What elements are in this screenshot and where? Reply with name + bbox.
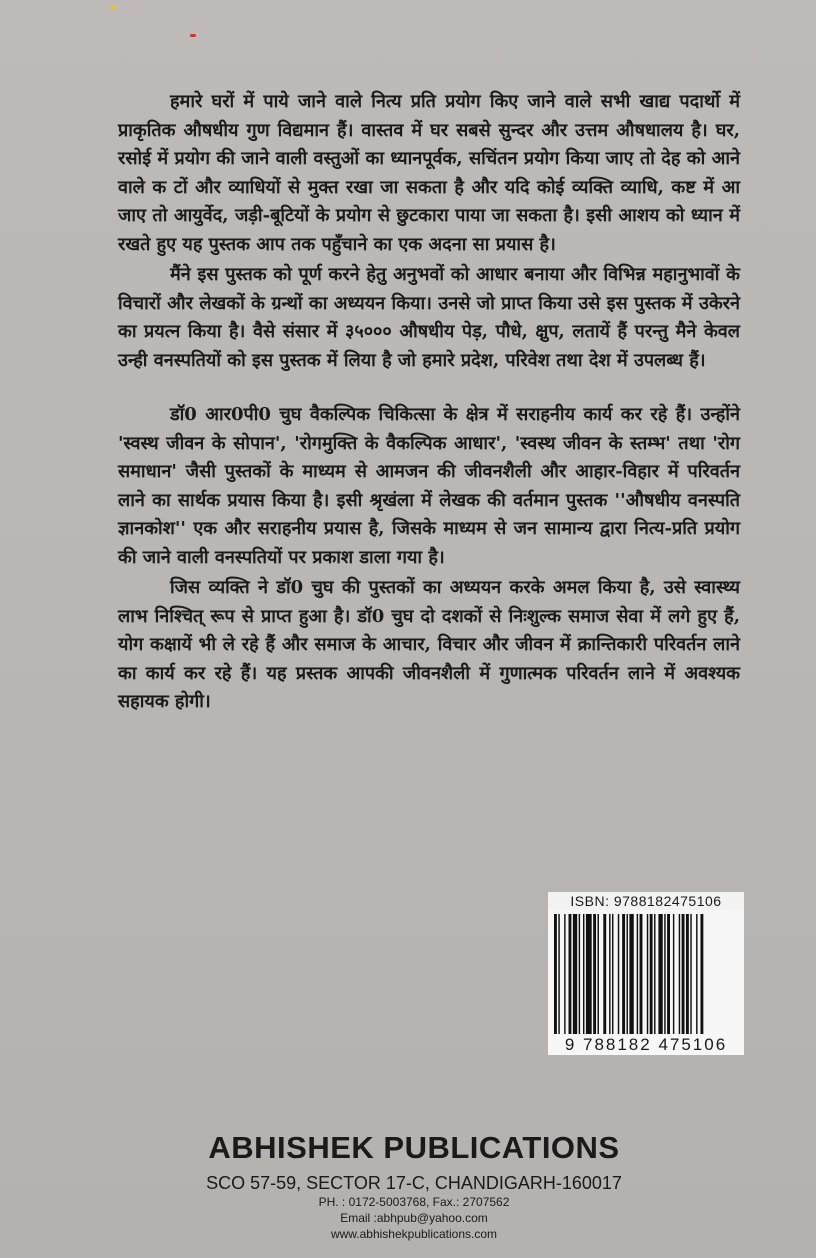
barcode-bar [650, 914, 653, 1034]
barcode-bar [654, 914, 655, 1034]
barcode-bar [673, 914, 674, 1034]
blurb-text [118, 88, 740, 717]
barcode-bar [609, 914, 610, 1034]
barcode-icon [548, 910, 744, 1035]
barcode-digits: 9 788182 475106 [548, 1035, 744, 1055]
barcode-bar [558, 914, 559, 1034]
barcode-bar [690, 914, 691, 1034]
publisher-block [0, 1128, 816, 1242]
barcode-bar [679, 914, 680, 1034]
barcode-bar [700, 914, 703, 1034]
barcode-bar [564, 914, 565, 1034]
barcode-bar [603, 914, 606, 1034]
barcode-bar [573, 914, 577, 1034]
barcode-bar [696, 914, 697, 1034]
barcode-bar [686, 914, 689, 1034]
paragraph-benefits: जिस व्यक्ति ने डॉ0 चुघ की पुस्तकों का अध्ययन करके अमल किया है, उसे स्वास्थ्य लाभ निश्चित् रूप से प्राप्त हुआ है। डॉ0 चुघ दो दशकों से निःशुल्क समाज सेवा में लगे हुए हैं, योग कक्षायें भी ले रहे हैं और समाज के आचार, विचार और जीवन में क्रान्तिकारी परिवर्तन लाने का कार्य कर रहे हैं। यह प्रस्तक आपकी जीवनशैली में गुणात्मक परिवर्तन लाने में अवश्यक सहायक होगी। [118, 577, 740, 712]
barcode-bar [586, 914, 592, 1034]
barcode-bar [612, 914, 613, 1034]
barcode-bar [583, 914, 584, 1034]
publisher-address: SCO 57-59, SECTOR 17-C, CHANDIGARH-160017 [206, 1173, 622, 1193]
publisher-website: www.abhishekpublications.com [330, 1227, 498, 1241]
paragraph-about-author: डॉ0 आर0पी0 चुघ वैकल्पिक चिकित्सा के क्षेत्र में सराहनीय कार्य कर रहे हैं। उन्होंने 'स्वस्थ जीवन के सोपान', 'रोगमुक्ति के वैकल्पिक आधार', 'स्वस्थ जीवन के स्तम्भ' तथा 'रोग समाधान' जैसी पुस्तकों के माध्यम से आमजन की जीवनशैली और आहार-विहार में परिवर्तन लाने का सार्थक प्रयास किया है। इसी श्रृखंला में लेखक की वर्तमान पुस्तक ''औषधीय वनस्पति ज्ञानकोश'' एक और सराहनीय प्रयास है, जिसके माध्यम से जन सामान्य द्वारा नित्य-प्रति प्रयोग की जाने वाली वनस्पतियों पर प्रकाश डाला गया है। [118, 404, 740, 568]
printer-mark [190, 34, 196, 37]
barcode-bar [629, 914, 633, 1034]
barcode-bar [637, 914, 638, 1034]
printer-mark [110, 6, 116, 9]
publisher-phone: PH. : 0172-5003768, Fax.: 2707562 [318, 1195, 510, 1209]
barcode-bar [622, 914, 625, 1034]
barcode-bar [640, 914, 643, 1034]
publisher-email: Email :abhpub@yahoo.com [340, 1211, 488, 1225]
barcode-bar [647, 914, 648, 1034]
isbn-label: ISBN: 9788182475106 [548, 892, 744, 910]
barcode-bar [667, 914, 670, 1034]
barcode-bar [618, 914, 619, 1034]
barcode-bar [554, 914, 557, 1034]
barcode-bar [627, 914, 628, 1034]
barcode-bar [598, 914, 599, 1034]
isbn-barcode [548, 892, 744, 1054]
barcode-bar [569, 914, 572, 1034]
barcode-bars [548, 910, 744, 1035]
paragraph-intro: हमारे घरों में पाये जाने वाले नित्य प्रति प्रयोग किए जाने वाले सभी खाद्य पदार्थो में प्राकृतिक औषधीय गुण विद्यमान हैं। वास्तव में घर सबसे सुन्दर और उत्तम औषधालय है। घर, रसोई में प्रयोग की जाने वाली वस्तुओं का ध्यानपूर्वक, सचिंतन प्रयोग किया जाए तो देह को आने वाले क टों और व्याधियों से मुक्त रखा जा सकता है और यदि कोई व्यक्ति व्याधि, कष्ट में आ जाए तो आयुर्वेद, जड़ी-बूटियों के प्रयोग से छुटकारा पाया जा सकता है। इसी आशय को ध्यान में रखते हुए यह पुस्तक आप तक पहुँचाने का एक अदना सा प्रयास है। [118, 91, 740, 255]
publisher-name: ABHISHEK PUBLICATIONS [208, 1130, 620, 1165]
barcode-bar [664, 914, 665, 1034]
barcode-bar [593, 914, 596, 1034]
paragraph-author-note: मैंने इस पुस्तक को पूर्ण करने हेतु अनुभवों को आधार बनाया और विभिन्न महानुभावों के विचारों और लेखकों के ग्रन्थों का अध्ययन किया। उनसे जो प्राप्त किया उसे इस पुस्तक में उकेरने का प्रयत्न किया है। वैसे संसार में ३५००० औषधीय पेड़, पौधे, क्षुप, लतायें हैं परन्तु मैने केवल उन्ही वनस्पतियों को इस पुस्तक में लिया है जो हमारे प्रदेश, परिवेश तथा देश में उपलब्ध हैं। [118, 264, 740, 371]
barcode-bar [658, 914, 662, 1034]
barcode-bar [682, 914, 685, 1034]
barcode-bar [579, 914, 580, 1034]
